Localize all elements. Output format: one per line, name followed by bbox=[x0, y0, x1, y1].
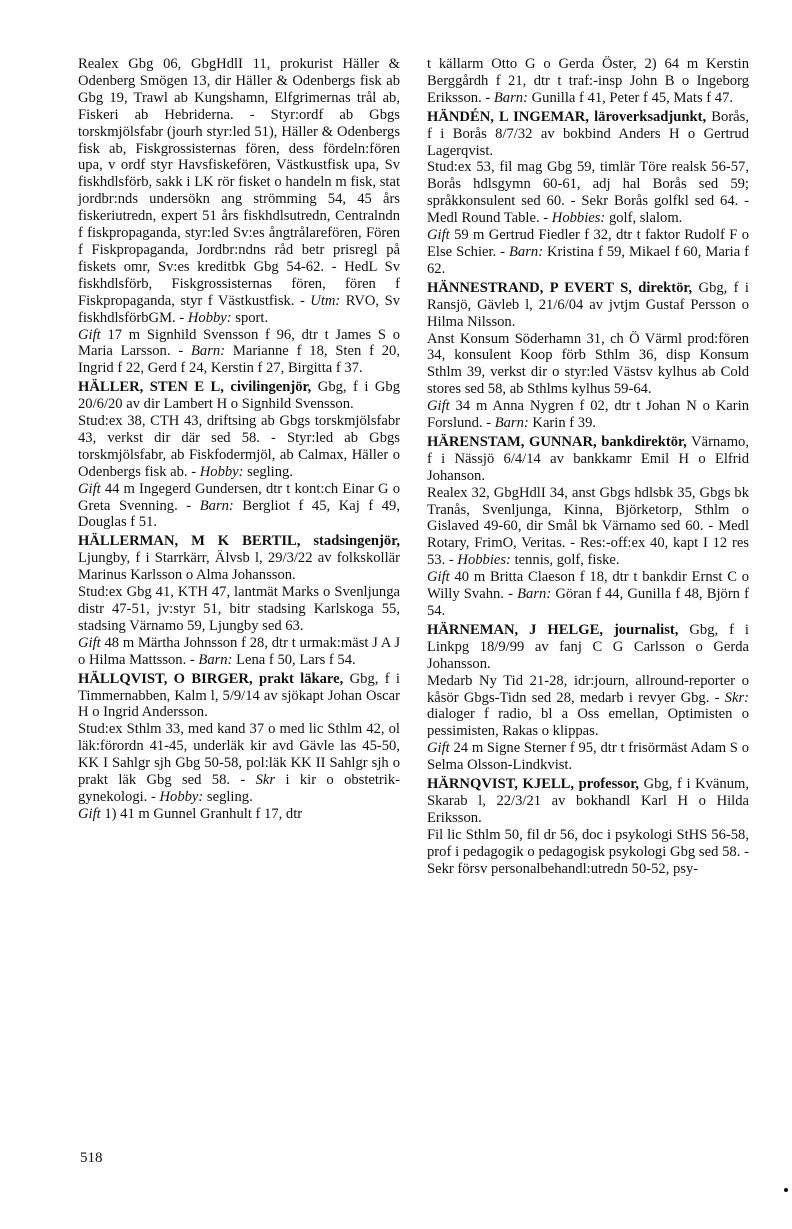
entry-name: HÄNNESTRAND, P EVERT S, bbox=[427, 279, 632, 296]
entry-paragraph bbox=[78, 721, 400, 806]
entry-text: Ljungby, f i Starrkärr, Älvsb l, 29/3/22 av folkskollär Marinus Karlsson o Alma Johansson. bbox=[78, 550, 400, 584]
entry-text: Realex 32, GbgHdlI 34, anst Gbgs hdlsbk 35, Gbgs bk Tranås, Svenljunga, Kinna, Björketorp, Sthlm o Gislaved 49-60, dir Smål bk Värnamo sed 60. - Medl Rotary, FrimO, Veritas. - Res:-off:ex 40, kapt I 12 res 53. - bbox=[427, 484, 749, 569]
entry-title: stadsingenjör, bbox=[300, 533, 400, 550]
entry-text: Göran f 44, Gunilla f 48, Björn f 54. bbox=[427, 586, 749, 619]
entry-label: Utm: bbox=[310, 292, 341, 309]
entry-text: 24 m Signe Sterner f 95, dtr t frisörmäst Adam S o Selma Olsson-Lindkvist. bbox=[427, 740, 749, 774]
entry-label: Hobbies: bbox=[457, 552, 511, 569]
entry-name: HÄLLERMAN, M K BERTIL, bbox=[78, 533, 301, 550]
entry-text: 48 m Märtha Johnsson f 28, dtr t urmak:mäst J A J o Hilma Mattsson. - bbox=[78, 634, 400, 668]
entry-label: Gift bbox=[427, 398, 450, 415]
entry-title: journalist, bbox=[602, 621, 679, 638]
entry-name: HÄLLQVIST, O BIRGER, bbox=[78, 670, 253, 687]
entry-name: HÄRENSTAM, GUNNAR, bbox=[427, 433, 597, 450]
entry-label: Hobby: bbox=[159, 788, 204, 805]
left-column bbox=[78, 56, 400, 823]
entry-name: HÄRNEMAN, J HELGE, bbox=[427, 621, 603, 638]
entry-label: Hobby: bbox=[199, 463, 244, 480]
entry-label: Gift bbox=[78, 805, 101, 822]
entry-paragraph bbox=[427, 331, 749, 399]
entry-text: Stud:ex Gbg 41, KTH 47, lantmät Marks o Svenljunga distr 47-51, jv:styr 51, bitr stadsing Karlskoga 55, stadsing Värnamo 59, Ljungby sed 63. bbox=[78, 584, 400, 634]
entry-label: Barn: bbox=[198, 651, 233, 668]
entry-text: Stud:ex 53, fil mag Gbg 59, timlär Töre realsk 56-57, Borås hdlsgymn 60-61, adj hal Borås sed 59; språkkonsulent sed 60. - Sekr Borås golfkl sed 64. - Medl Round Table. - bbox=[427, 159, 749, 227]
entry-text: dialoger f radio, bl a Oss emellan, Optimisten o pessimisten, Rakas o klippas. bbox=[427, 706, 749, 740]
entry-paragraph bbox=[78, 584, 400, 635]
entry-paragraph bbox=[427, 398, 749, 432]
entry-text: Bergliot f 45, Kaj f 49, Douglas f 51. bbox=[78, 497, 400, 531]
entry-text: Gbg, f i Gbg 20/6/20 av dir Lambert H o Signhild Svensson. bbox=[78, 379, 400, 413]
entry-label: Gift bbox=[427, 569, 450, 586]
entry-text: Lena f 50, Lars f 54. bbox=[232, 651, 356, 668]
entry-text: Borås, f i Borås 8/7/32 av bokbind Anders H o Gertrud Lagerqvist. bbox=[427, 108, 749, 159]
entry-label: Hobby: bbox=[187, 309, 232, 326]
entry-title: läroverksadjunkt, bbox=[588, 108, 707, 125]
entry-paragraph bbox=[427, 673, 749, 741]
entry-text: tennis, golf, fiske. bbox=[510, 552, 620, 569]
entry-paragraph bbox=[78, 481, 400, 532]
entry-title: professor, bbox=[574, 776, 640, 793]
entry-title: direktör, bbox=[631, 279, 693, 296]
entry-title: prakt läkare, bbox=[252, 670, 344, 687]
entry-paragraph bbox=[427, 569, 749, 620]
entry-label: Gift bbox=[78, 326, 101, 343]
entry-title: civilingenjör, bbox=[223, 379, 312, 396]
entry-text: t källarm Otto G o Gerda Öster, 2) 64 m Kerstin Berggårdh f 21, dtr t traf:-insp John B o Ingeborg Eriksson. - bbox=[427, 56, 749, 106]
entry-label: Hobbies: bbox=[551, 210, 606, 227]
entry-label: Barn: bbox=[191, 343, 226, 360]
entry-paragraph bbox=[78, 56, 400, 327]
biography-entry bbox=[427, 109, 749, 160]
entry-label: Skr: bbox=[724, 689, 749, 706]
entry-label: Gift bbox=[427, 740, 450, 757]
entry-label: Barn: bbox=[493, 89, 528, 106]
entry-text: 1) 41 m Gunnel Granhult f 17, dtr bbox=[100, 805, 303, 822]
entry-label: Gift bbox=[78, 480, 101, 497]
entry-paragraph bbox=[427, 485, 749, 570]
entry-text: Stud:ex Sthlm 33, med kand 37 o med lic Sthlm 42, ol läk:förordn 41-45, underläk kir avd Gävle las 45-50, KK I Sahlgr sjh Gbg 50-58, pol:läk KK II Sahlgr sjh o prakt läk Gbg sed 58. - bbox=[78, 721, 400, 789]
biography-entry bbox=[427, 434, 749, 485]
entry-paragraph bbox=[427, 227, 749, 278]
entry-text: Gbg, f i Linkpg 18/9/99 av fanj C G Carlsson o Gerda Johansson. bbox=[427, 621, 749, 672]
entry-name: HÄNDÉN, L INGEMAR, bbox=[427, 108, 589, 125]
entry-paragraph bbox=[427, 159, 749, 227]
margin-dot bbox=[784, 1188, 788, 1192]
entry-label: Barn: bbox=[509, 243, 544, 260]
entry-label: Barn: bbox=[517, 586, 552, 603]
entry-text: sport. bbox=[231, 309, 269, 326]
entry-label: Barn: bbox=[199, 497, 234, 514]
biography-entry bbox=[427, 280, 749, 331]
entry-text: Gunilla f 41, Peter f 45, Mats f 47. bbox=[527, 89, 734, 106]
entry-text: Värnamo, f i Nässjö 6/4/14 av bankkamr Emil H o Elfrid Johanson. bbox=[427, 433, 749, 484]
page-number: 518 bbox=[80, 1150, 103, 1166]
entry-paragraph bbox=[78, 635, 400, 669]
entry-label: Gift bbox=[427, 227, 450, 244]
entry-text: Realex Gbg 06, GbgHdlI 11, prokurist Häller & Odenberg Smögen 13, dir Häller & Odenbergs fisk ab Gbg 19, Trawl ab Kungshamn, Elfgrimernas trål ab, Fiskeri ab Hebriderna. - Styr:ordf ab Gbgs torskmjölsfabr (jourh styr:led 51), Häller & Odenbergs fisk ab, Fiskgrossisternas fören, dess fördeln:fören upa, v ordf styr Havsfiskefören, Västkustfisk upa, Sv fiskhdlsförb, sakk i LK rör fisket o handeln m fisk, stat jordbr:nds undersökn ang strömming 54, 45 års fiskeriutredn, expert 51 års fiskhdlsutredn, Centralndn f fiskpropaganda, styr:led Sv:es ångtrålarefören, Fören f Fiskpropaganda, Jordbr:ndns råd betr prisregl på fiskets omr, Sv:es kreditbk Gbg 54-62. - HedL Sv fiskhdlsförb, Fiskgrossisternas fören, fören f Fiskpropaganda, styr f Västkustfisk. - bbox=[78, 56, 400, 309]
entry-text: 34 m Anna Nygren f 02, dtr t Johan N o Karin Forslund. - bbox=[427, 398, 749, 432]
entry-text: Kristina f 59, Mikael f 60, Maria f 62. bbox=[427, 243, 750, 277]
entry-label: Skr bbox=[255, 772, 276, 789]
entry-text: Karin f 39. bbox=[528, 415, 597, 432]
entry-text: 17 m Signhild Svensson f 96, dtr t James S o Maria Larsson. - bbox=[78, 326, 400, 360]
entry-name: HÄRNQVIST, KJELL, bbox=[427, 776, 575, 793]
entry-text: Medarb Ny Tid 21-28, idr:journ, allround-reporter o kåsör Gbgs-Tidn sed 28, medarb i revyer Gbg. - bbox=[427, 672, 749, 706]
entry-text: 59 m Gertrud Fiedler f 32, dtr t faktor Rudolf F o Else Schier. - bbox=[427, 227, 749, 260]
entry-text: segling. bbox=[203, 788, 253, 805]
entry-text: Marianne f 18, Sten f 20, Ingrid f 22, Gerd f 24, Kerstin f 27, Birgitta f 37. bbox=[78, 343, 400, 377]
entry-text: segling. bbox=[243, 463, 293, 480]
biography-entry bbox=[427, 622, 749, 673]
entry-text: golf, slalom. bbox=[605, 210, 683, 227]
entry-paragraph bbox=[427, 827, 749, 878]
entry-text: Gbg, f i Timmernabben, Kalm l, 5/9/14 av sjökapt Johan Oscar H o Ingrid Andersson. bbox=[78, 670, 400, 721]
entry-label: Gift bbox=[78, 634, 101, 651]
entry-text: 40 m Britta Claeson f 18, dtr t bankdir Ernst C o Willy Svahn. - bbox=[427, 569, 749, 603]
entry-paragraph bbox=[78, 327, 400, 378]
entry-text: Anst Konsum Söderhamn 31, ch Ö Värml prod:fören 34, konsulent Koop förb Sthlm 36, disp Konsum Sthlm 39, verkst dir o styr:led Västsv kylhus ab Cold stores sed 58, ab Sthlms kylhus 59-64. bbox=[427, 330, 749, 398]
entry-text: RVO, Sv fiskhdlsförbGM. - bbox=[78, 292, 400, 326]
entry-paragraph bbox=[427, 56, 749, 107]
entry-label: Barn: bbox=[494, 415, 529, 432]
biography-entry bbox=[78, 379, 400, 413]
biography-entry bbox=[78, 533, 400, 584]
biography-entry bbox=[427, 776, 749, 827]
entry-paragraph bbox=[78, 806, 400, 823]
entry-text: Gbg, f i Ransjö, Gävleb l, 21/6/04 av jvtjm Gustaf Persson o Hilma Nilsson. bbox=[427, 279, 749, 330]
entry-text: Fil lic Sthlm 50, fil dr 56, doc i psykologi StHS 56-58, prof i pedagogik o pedagogisk psykologi Gbg sed 58. - Sekr försv personalbehandl:utredn 50-52, psy- bbox=[427, 826, 749, 877]
entry-text: 44 m Ingegerd Gundersen, dtr t kont:ch Einar G o Greta Svenning. - bbox=[78, 480, 400, 514]
entry-title: bankdirektör, bbox=[596, 433, 687, 450]
entry-text: Gbg, f i Kvänum, Skarab l, 22/3/21 av bokhandl Karl H o Hilda Eriksson. bbox=[427, 776, 749, 826]
entry-text: Stud:ex 38, CTH 43, driftsing ab Gbgs torskmjölsfabr 43, verkst dir där sed 58. - Styr:led ab Gbgs torskmjölsfabr, ab Fiskfodermjöl, ab Calmax, Häller o Odenbergs fisk ab. - bbox=[78, 413, 400, 480]
entry-name: HÄLLER, STEN E L, bbox=[78, 379, 224, 396]
right-column bbox=[427, 56, 749, 878]
entry-paragraph bbox=[427, 740, 749, 774]
biography-entry bbox=[78, 671, 400, 722]
entry-text: i kir o obstetrik-gynekologi. - bbox=[78, 772, 400, 805]
entry-paragraph bbox=[78, 413, 400, 481]
